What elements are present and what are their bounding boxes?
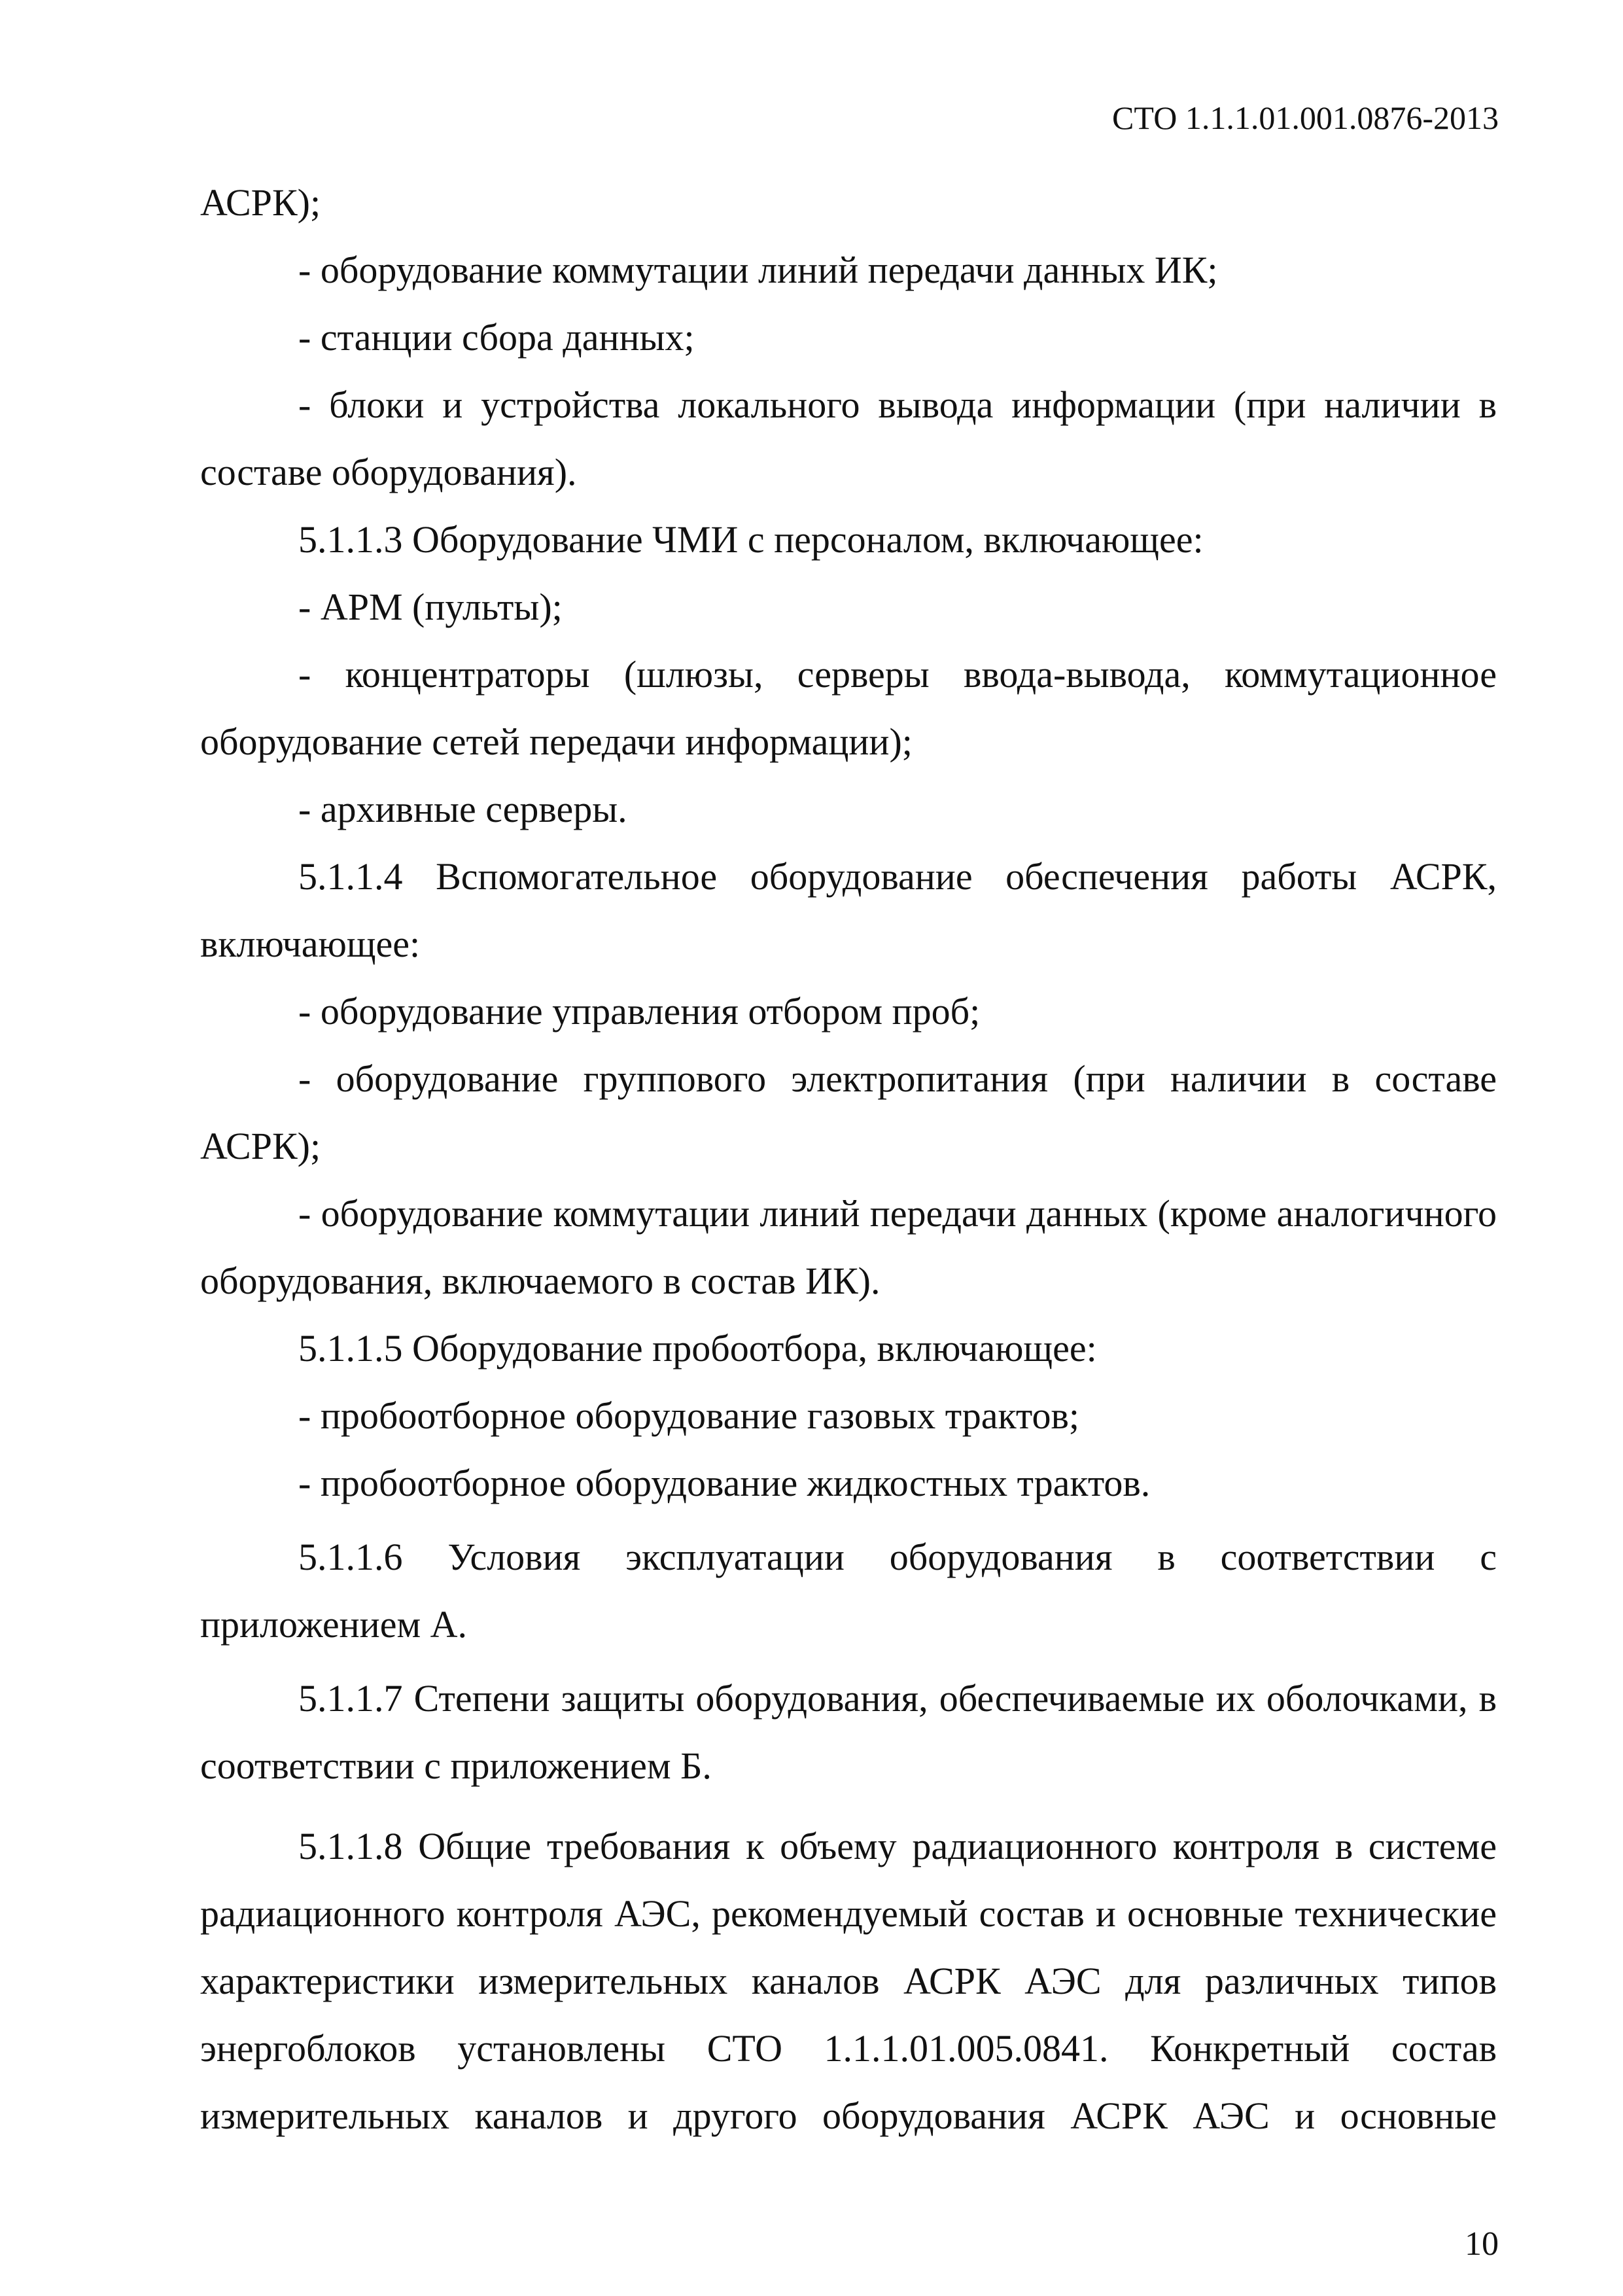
list-item: - АРМ (пульты);: [298, 586, 563, 628]
list-item: - пробоотборное оборудование жидкостных трактов.: [298, 1462, 1151, 1504]
text-line: оборудование сетей передачи информации);: [200, 720, 913, 763]
list-item: - станции сбора данных;: [298, 316, 695, 359]
list-item: - оборудование управления отбором проб;: [298, 990, 981, 1033]
list-item: - оборудование коммутации линий передачи данных (кроме аналогичного: [298, 1192, 1497, 1235]
section-heading-5-1-1-8: 5.1.1.8 Общие требования к объему радиационного контроля в системе: [298, 1825, 1497, 1867]
text-line: приложением А.: [200, 1603, 468, 1646]
list-item: - концентраторы (шлюзы, серверы ввода-вывода, коммутационное: [298, 653, 1497, 696]
section-heading-5-1-1-3: 5.1.1.3 Оборудование ЧМИ с персоналом, включающее:: [298, 518, 1204, 561]
list-item: - блоки и устройства локального вывода информации (при наличии в: [298, 383, 1497, 426]
text-line: включающее:: [200, 923, 421, 965]
list-item: - архивные серверы.: [298, 788, 627, 830]
page-number: 10: [1465, 2225, 1499, 2263]
text-line: АСРК);: [200, 1125, 321, 1167]
section-heading-5-1-1-6: 5.1.1.6 Условия эксплуатации оборудования в соответствии с: [298, 1536, 1497, 1578]
list-item: - оборудование группового электропитания (при наличии в составе: [298, 1057, 1497, 1100]
text-line: энергоблоков установлены СТО 1.1.1.01.005.0841. Конкретный состав: [200, 2027, 1497, 2070]
list-item: - пробоотборное оборудование газовых трактов;: [298, 1394, 1079, 1437]
section-heading-5-1-1-5: 5.1.1.5 Оборудование пробоотбора, включающее:: [298, 1327, 1097, 1369]
list-item: - оборудование коммутации линий передачи данных ИК;: [298, 249, 1218, 291]
text-line: оборудования, включаемого в состав ИК).: [200, 1260, 881, 1302]
section-heading-5-1-1-4: 5.1.1.4 Вспомогательное оборудование обеспечения работы АСРК,: [298, 855, 1497, 898]
document-body: [200, 169, 1497, 2149]
text-line: соответствии с приложением Б.: [200, 1744, 712, 1787]
text-line: измерительных каналов и другого оборудования АСРК АЭС и основные: [200, 2094, 1497, 2137]
document-code-header: СТО 1.1.1.01.001.0876-2013: [1112, 99, 1499, 136]
text-line: характеристики измерительных каналов АСРК АЭС для различных типов: [200, 1960, 1497, 2002]
text-line: АСРК);: [200, 181, 321, 224]
text-line: составе оборудования).: [200, 451, 577, 493]
text-line: радиационного контроля АЭС, рекомендуемый состав и основные технические: [200, 1892, 1497, 1935]
section-heading-5-1-1-7: 5.1.1.7 Степени защиты оборудования, обеспечиваемые их оболочками, в: [298, 1677, 1497, 1720]
